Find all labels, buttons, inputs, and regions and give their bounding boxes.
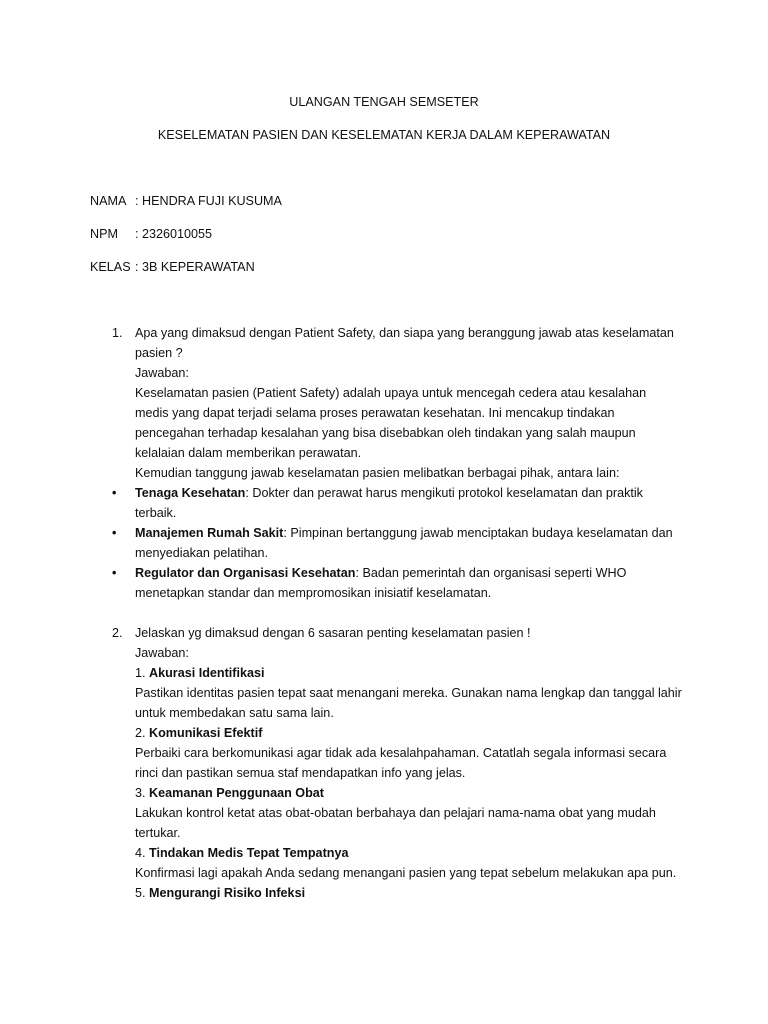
document-title: ULANGAN TENGAH SEMSETER <box>289 95 479 109</box>
bullet-text: : Dokter dan perawat harus mengikuti protokol keselamatan dan praktik terbaik. <box>135 486 643 520</box>
answer-intro: Kemudian tanggung jawab keselamatan pasien melibatkan berbagai pihak, antara lain: <box>135 466 620 480</box>
question-text: Jelaskan yg dimaksud dengan 6 sasaran penting keselamatan pasien ! <box>135 626 531 640</box>
bullet-text: : Badan pemerintah dan organisasi seperti WHO menetapkan standar dan mempromosikan inisiatif keselamatan. <box>135 566 627 600</box>
document-subtitle: KESELEMATAN PASIEN DAN KESELEMATAN KERJA DALAM KEPERAWATAN <box>157 128 611 142</box>
target-heading <box>135 843 683 863</box>
identity-value: : 2326010055 <box>135 227 213 241</box>
bullet-title: Regulator dan Organisasi Kesehatan <box>135 566 356 580</box>
target-title: Mengurangi Risiko Infeksi <box>149 886 306 900</box>
target-description: Perbaiki cara berkomunikasi agar tidak ada kesalahpahaman. Catatlah segala informasi secara rinci dan pastikan semua staf mendapatkan info yang jelas. <box>135 746 667 780</box>
bullet-title: Tenaga Kesehatan <box>135 486 246 500</box>
identity-value: : HENDRA FUJI KUSUMA <box>135 194 282 208</box>
target-title: Tindakan Medis Tepat Tempatnya <box>149 846 349 860</box>
target-title: Komunikasi Efektif <box>149 726 263 740</box>
target-number: 1. <box>135 666 146 680</box>
list-item <box>112 523 683 563</box>
target-number: 3. <box>135 786 146 800</box>
identity-kelas <box>90 260 255 274</box>
identity-label: KELAS <box>90 260 131 274</box>
target-heading <box>135 783 683 803</box>
identity-npm <box>90 227 212 241</box>
bullet-icon: • <box>112 566 117 580</box>
identity-label: NAMA <box>90 194 127 208</box>
target-number: 2. <box>135 726 146 740</box>
question-text: Apa yang dimaksud dengan Patient Safety, dan siapa yang beranggung jawab atas keselamatan pasien ? <box>135 326 674 360</box>
question-number: 2. <box>112 626 123 640</box>
target-description: Lakukan kontrol ketat atas obat-obatan berbahaya dan pelajari nama-nama obat yang mudah tertukar. <box>135 806 656 840</box>
target-heading <box>135 723 683 743</box>
bullet-icon: • <box>112 486 117 500</box>
question-number: 1. <box>112 326 123 340</box>
identity-nama <box>90 194 282 208</box>
identity-value: : 3B KEPERAWATAN <box>135 260 255 274</box>
target-heading <box>135 663 683 683</box>
target-description: Pastikan identitas pasien tepat saat menangani mereka. Gunakan nama lengkap dan tanggal lahir untuk membedakan satu sama lain. <box>135 686 682 720</box>
answer-paragraph: Keselamatan pasien (Patient Safety) adalah upaya untuk mencegah cedera atau kesalahan medis yang dapat terjadi selama proses perawatan kesehatan. Ini mencakup tindakan pencegahan terhadap kesalahan yang bisa disebabkan oleh tindakan yang salah maupun kelalaian dalam memberikan perawatan. <box>135 386 647 460</box>
list-item <box>112 563 683 603</box>
question-2 <box>112 623 683 903</box>
answer-label: Jawaban: <box>135 366 189 380</box>
target-description: Konfirmasi lagi apakah Anda sedang menangani pasien yang tepat sebelum melakukan apa pun. <box>135 866 677 880</box>
answer-label: Jawaban: <box>135 646 189 660</box>
target-title: Keamanan Penggunaan Obat <box>149 786 324 800</box>
target-number: 5. <box>135 886 146 900</box>
list-item <box>112 483 683 523</box>
target-number: 4. <box>135 846 146 860</box>
responsibility-list <box>112 483 683 603</box>
bullet-text: : Pimpinan bertanggung jawab menciptakan budaya keselamatan dan menyediakan pelatihan. <box>135 526 673 560</box>
question-1 <box>112 323 683 483</box>
target-heading <box>135 883 683 903</box>
target-title: Akurasi Identifikasi <box>149 666 265 680</box>
bullet-icon: • <box>112 526 117 540</box>
bullet-title: Manajemen Rumah Sakit <box>135 526 284 540</box>
identity-label: NPM <box>90 227 118 241</box>
